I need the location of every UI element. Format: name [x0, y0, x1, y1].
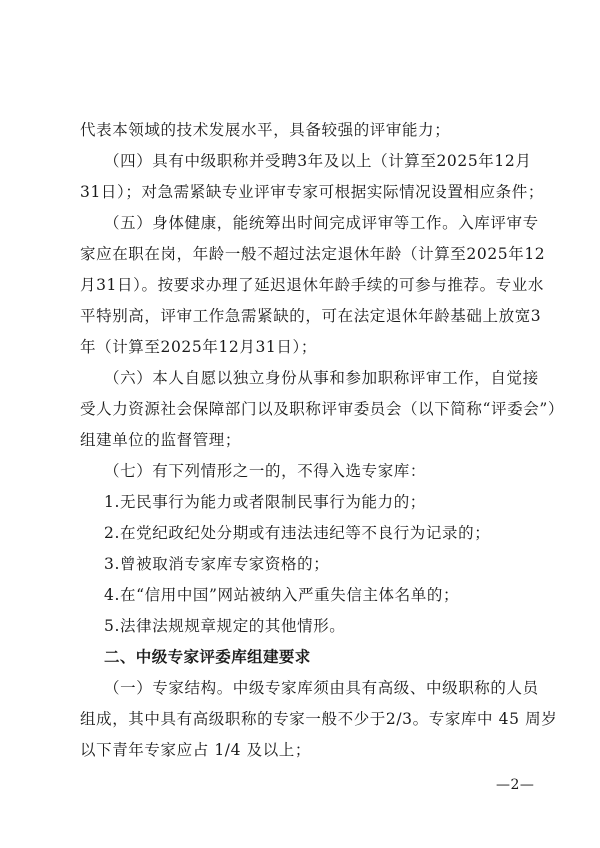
list-item: 2.在党纪政纪处分期或有违法违纪等不良行为记录的； — [104, 524, 491, 542]
text-line: （一）专家结构。中级专家库须由具有高级、中级职称的人员 — [104, 679, 539, 697]
list-item: 4.在“信用中国”网站被纳入严重失信主体名单的； — [104, 586, 460, 604]
text-line: 代表本领域的技术发展水平，具备较强的评审能力； — [80, 121, 451, 139]
text-line: （四）具有中级职称并受聘3年及以上（计算至2025年12月 — [104, 152, 532, 170]
text-line: 以下青年专家应占 1/4 及以上； — [80, 741, 312, 759]
text-line: （七）有下列情形之一的，不得入选专家库： — [104, 462, 427, 480]
text-line: 组建单位的监督管理； — [80, 431, 242, 449]
text-line: （五）身体健康，能统筹出时间完成评审等工作。入库评审专 — [104, 214, 539, 232]
text-line: 年（计算至2025年12月31日）； — [80, 338, 317, 356]
text-line: （六）本人自愿以独立身份从事和参加职称评审工作，自觉接 — [104, 369, 539, 387]
text-line: 家应在职在岗，年龄一般不超过法定退休年龄（计算至2025年12 — [80, 245, 546, 263]
text-line: 受人力资源社会保障部门以及职称评审委员会（以下简称“评委会”） — [80, 400, 564, 418]
text-line: 31日）；对急需紧缺专业评审专家可根据实际情况设置相应条件； — [80, 183, 544, 201]
list-item: 3.曾被取消专家库专家资格的； — [104, 555, 330, 573]
list-item: 1.无民事行为能力或者限制民事行为能力的； — [104, 493, 426, 511]
list-item: 5.法律法规规章规定的其他情形。 — [104, 617, 346, 635]
text-line: 月31日）。按要求办理了延迟退休年龄手续的可参与推荐。专业水 — [80, 276, 544, 294]
page-number: —2— — [496, 777, 535, 793]
section-heading: 二、中级专家评委库组建要求 — [104, 648, 311, 666]
text-line: 组成，其中具有高级职称的专家一般不少于2/3。专家库中 45 周岁 — [80, 710, 558, 728]
text-line: 平特别高，评审工作急需紧缺的，可在法定退休年龄基础上放宽3 — [80, 307, 542, 325]
